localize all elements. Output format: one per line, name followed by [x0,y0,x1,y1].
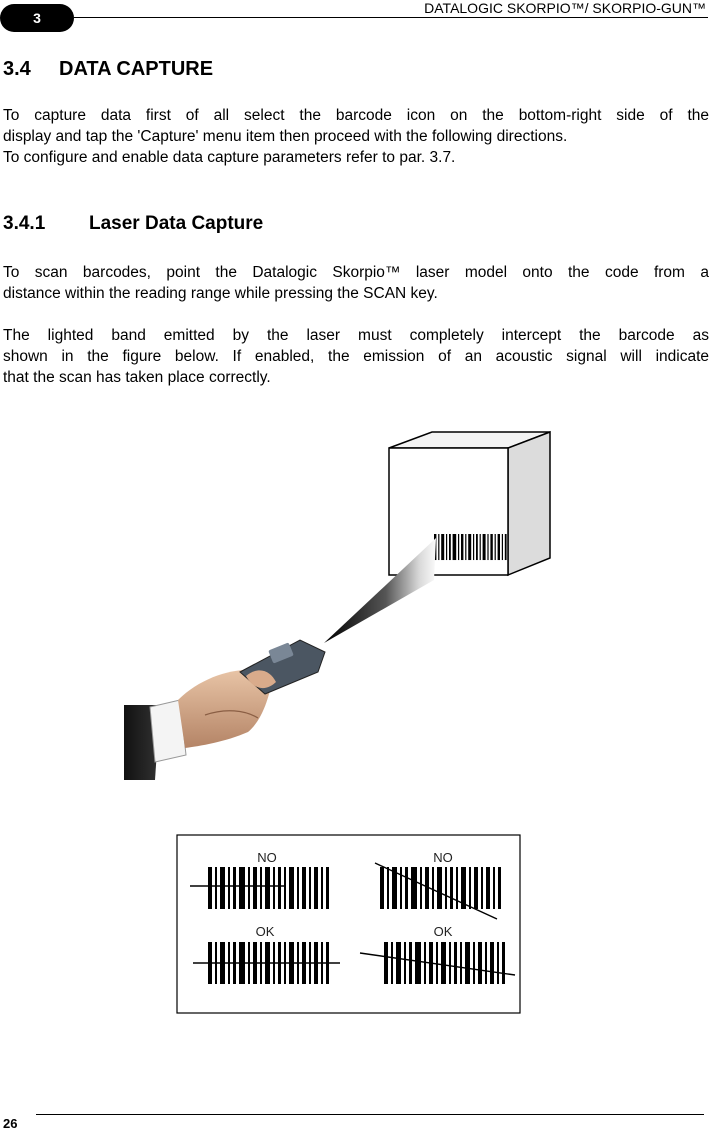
chapter-badge: 3 [0,4,74,32]
text-line: The lighted band emitted by the laser must completely intercept the barcode as [3,327,709,344]
text-line: To configure and enable data capture parameters refer to par. 3.7. [3,149,456,166]
label-no-left: NO [257,850,277,865]
scan-position-diagram [177,835,520,1013]
section-paragraph [3,105,709,168]
text-line: that the scan has taken place correctly. [3,369,271,386]
subsection-title: Laser Data Capture [89,213,264,234]
subsection-heading [3,213,263,235]
section-title: DATA CAPTURE [59,58,214,80]
subsection-paragraph-1 [3,262,709,304]
hand-scanner-illustration [124,640,325,780]
laser-capture-figure [0,420,710,1020]
laser-beam [324,538,436,643]
text-line: To scan barcodes, point the Datalogic Skorpio™ laser model onto the code from a [3,264,709,281]
section-number: 3.4 [3,58,31,80]
label-no-right: NO [433,850,453,865]
subsection-paragraph-2 [3,325,709,388]
page-number: 26 [3,1116,18,1131]
text-line: To capture data first of all select the barcode icon on the bottom-right side of the [3,107,709,124]
text-line: display and tap the 'Capture' menu item then proceed with the following directions. [3,128,568,145]
text-line: shown in the figure below. If enabled, the emission of an acoustic signal will indicate [3,348,709,365]
text-line: distance within the reading range while pressing the SCAN key. [3,285,438,302]
header-rule [74,17,708,18]
label-ok-left: OK [255,924,275,939]
footer-rule [36,1114,704,1115]
subsection-number: 3.4.1 [3,213,46,234]
header-title: DATALOGIC SKORPIO™/ SKORPIO-GUN™ [424,0,706,16]
label-ok-right: OK [433,924,453,939]
target-box-illustration [389,432,550,575]
section-heading [3,58,213,81]
